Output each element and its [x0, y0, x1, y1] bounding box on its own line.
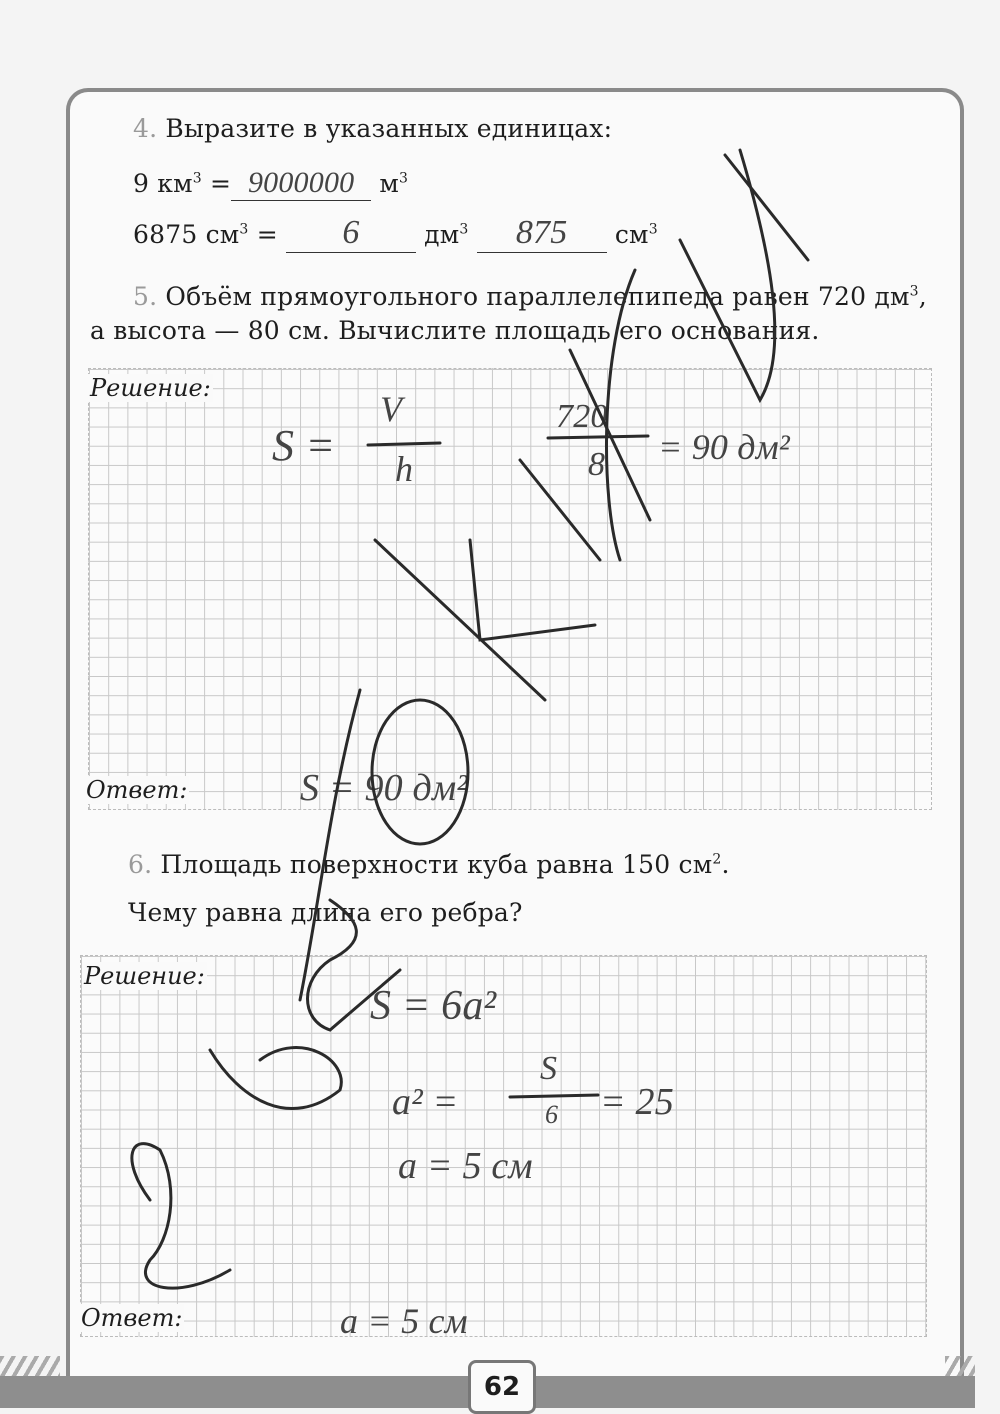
task4-line1	[133, 166, 408, 201]
hw-fraction-numerator: V	[380, 389, 403, 429]
page-number: 62	[468, 1360, 536, 1414]
expression: 9 км	[133, 169, 193, 198]
solution-label: Решение:	[84, 962, 205, 990]
answer-label: Ответ:	[81, 1304, 183, 1332]
task-number: 4.	[133, 114, 158, 143]
superscript: 3	[648, 221, 658, 238]
unit: см	[614, 220, 649, 249]
answer-field[interactable]: 6	[286, 214, 416, 253]
task6-text-line1	[128, 850, 730, 879]
superscript: 3	[459, 221, 469, 238]
unit: дм	[424, 220, 460, 249]
hw-fraction-denominator: h	[395, 449, 414, 489]
superscript: 3	[909, 283, 919, 300]
task-text: Объём прямоугольного параллелепипеда равен 720 дм	[165, 282, 910, 311]
hw-fraction-denominator: 6	[545, 1100, 559, 1129]
answer-field[interactable]: 9000000	[231, 166, 371, 201]
hw-answer: S = 90 дм²	[300, 767, 469, 809]
hw-fraction-numerator: S	[540, 1050, 558, 1087]
task4-heading	[133, 114, 612, 143]
hw-line2-right: = 25	[600, 1081, 674, 1123]
equals: =	[210, 169, 232, 198]
hw-fraction-denominator: 8	[588, 446, 606, 483]
hw-line1: S = 6a²	[370, 983, 497, 1029]
footer-hatch	[945, 1356, 975, 1376]
superscript: 3	[192, 170, 202, 187]
hw-line3: a = 5 см	[398, 1145, 533, 1187]
punctuation: .	[721, 850, 730, 879]
superscript: 3	[239, 221, 249, 238]
task5-solution-grid[interactable]	[88, 368, 932, 810]
footer-hatch	[0, 1356, 60, 1376]
answer-field[interactable]: 875	[477, 214, 607, 253]
answer-label: Ответ:	[86, 776, 188, 804]
task5-text-line2: а высота — 80 см. Вычислите площадь его основания.	[90, 316, 820, 345]
hw-result: = 90 дм²	[658, 427, 790, 467]
expression: 6875 см	[133, 220, 240, 249]
unit: м	[379, 169, 399, 198]
superscript: 2	[712, 851, 722, 868]
solution-label: Решение:	[90, 374, 211, 402]
punctuation: ,	[918, 282, 927, 311]
task4-line2	[133, 214, 658, 253]
hw-fraction-numerator: 720	[556, 398, 608, 435]
task5-text-line1	[133, 282, 927, 311]
task6-text-line2: Чему равна длина его ребра?	[128, 898, 523, 927]
hw-formula-left: S =	[272, 421, 336, 470]
task-title: Выразите в указанных единицах:	[165, 114, 613, 143]
superscript: 3	[398, 170, 409, 187]
task-number: 6.	[128, 850, 153, 879]
task-text: Площадь поверхности куба равна 150 см	[160, 850, 713, 879]
task-number: 5.	[133, 282, 158, 311]
equals: =	[256, 220, 278, 249]
hw-line2-left: a² =	[392, 1081, 459, 1123]
hw-answer: a = 5 см	[340, 1301, 468, 1341]
